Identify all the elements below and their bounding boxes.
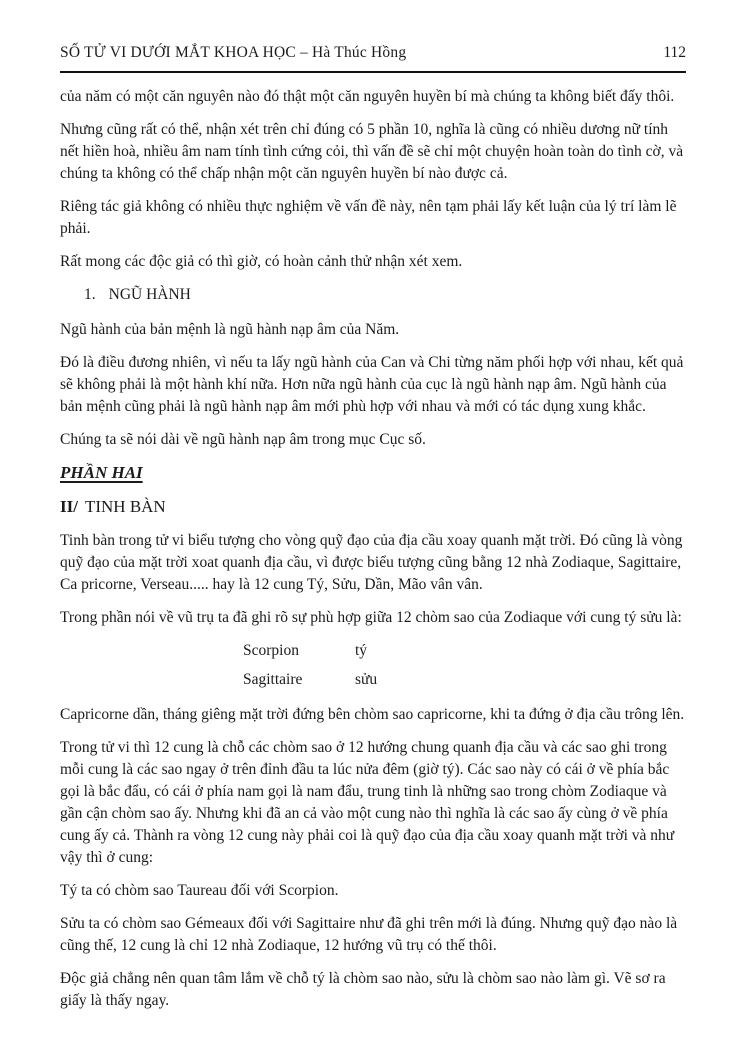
heading-phan-hai-text: PHẦN HAI [60, 463, 143, 482]
zodiac-row-scorpion [243, 640, 686, 662]
paragraph-cuc-so: Chúng ta sẽ nói dài về ngũ hành nạp âm trong mục Cục số. [60, 431, 426, 448]
paragraph-12-cung: Trong tử vi thì 12 cung là chỗ các chòm sao ở 12 hướng chung quanh địa cầu và các sao ghi trong mỗi cung là các sao ngay ở trên đỉnh đầu ta lúc nửa đêm (giờ tý). Các sao này có cái ở về phía bắc gọi là bắc đẩu, có cái ở phía nam gọi là nam đẩu, trung tinh là những sao trong chòm Zodiaque và gần cận chòm sao ấy. Nhưng khi đã an cả vào một cung nào thì nghĩa là các sao ấy cùng ở về phía cung ấy cả. Thành ra vòng 12 cung này phải coi là quỹ đạo của địa cầu xoay quanh mặt trời và như vậy thì ở cung: [60, 739, 675, 866]
heading-section-label: TINH BÀN [84, 497, 166, 516]
paragraph-vu-tru: Trong phần nói về vũ trụ ta đã ghi rõ sự phù hợp giữa 12 chòm sao của Zodiaque với cung tý sửu là: [60, 609, 682, 626]
paragraph-tinh-ban-intro: Tinh bàn trong tử vi biểu tượng cho vòng quỹ đạo của địa cầu xoay quanh mặt trời. Đó cũng là vòng quỹ đạo của mặt trời xoat quanh địa cầu, vì được biểu tượng cũng bằng 12 nhà Zodiaque, Sagittaire, Ca pricorne, Verseau..... hay là 12 cung Tý, Sửu, Dần, Mão vân vân. [60, 532, 683, 593]
paragraph-can-chi: Đó là điều đương nhiên, vì nếu ta lấy ngũ hành của Can và Chi từng năm phối hợp với nhau, kết quả sẽ không phải là một hành khí nữa. Hơn nữa ngũ hành của cục là ngũ hành nạp âm. Ngũ hành của bản mệnh cũng phải là ngũ hành nạp âm mới phù hợp với nhau và mới có tác dụng xung khắc. [60, 354, 684, 415]
page-number: 112 [663, 44, 686, 61]
paragraph-can-nguyen: của năm có một căn nguyên nào đó thật một căn nguyên huyền bí mà chúng ta không biết đấy thôi. [60, 88, 675, 105]
paragraph-ty-taureau: Tý ta có chòm sao Taureau đối với Scorpion. [60, 882, 339, 899]
book-title: SỐ TỬ VI DƯỚI MẮT KHOA HỌC – Hà Thúc Hồng [60, 44, 407, 61]
list-label: NGŨ HÀNH [108, 286, 191, 303]
zodiac-row-sagittaire [243, 669, 686, 691]
zodiac-pair-table [243, 640, 686, 691]
paragraph-doc-gia: Độc giả chẳng nên quan tâm lắm về chỗ tý là chòm sao nào, sửu là chòm sao nào làm gì. Vẽ sơ ra giấy là thấy ngay. [60, 970, 666, 1009]
page-header [60, 44, 686, 73]
paragraph-rat-mong: Rất mong các độc giả có thì giờ, có hoàn cảnh thử nhận xét xem. [60, 253, 463, 270]
cung-name: sửu [355, 671, 378, 688]
cung-name: tý [355, 642, 368, 659]
paragraph-tac-gia: Riêng tác giả không có nhiều thực nghiệm về vấn đề này, nên tạm phải lấy kết luận của lý trí làm lẽ phải. [60, 198, 677, 237]
heading-section-number: II/ [60, 497, 78, 516]
paragraph-capricorne: Capricorne dần, tháng giêng mặt trời đứng bên chòm sao capricorne, khi ta đứng ở địa cầu trông lên. [60, 706, 685, 723]
constellation-name: Sagittaire [243, 671, 303, 688]
heading-tinh-ban [60, 496, 686, 518]
heading-phan-hai [60, 462, 686, 484]
paragraph-suu-gemeaux: Sửu ta có chòm sao Gémeaux đối với Sagittaire như đã ghi trên mới là đúng. Nhưng quỹ đạo nào là cũng thế, 12 cung là chỉ 12 nhà Zodiaque, 12 hướng vũ trụ có thế thôi. [60, 915, 678, 954]
list-item-ngu-hanh [84, 284, 686, 306]
list-number: 1. [84, 286, 96, 303]
paragraph-ngu-hanh-ban-menh: Ngũ hành của bản mệnh là ngũ hành nạp âm của Năm. [60, 321, 400, 338]
constellation-name: Scorpion [243, 642, 299, 659]
paragraph-nhan-xet: Nhưng cũng rất có thể, nhận xét trên chỉ đúng có 5 phần 10, nghĩa là cũng có nhiều dương nữ tính nết hiền hoà, nhiều âm nam tính tình cứng cỏi, thì vấn đề sẽ chỉ một chuyện hoàn toàn do tình cờ, và chúng ta không có thể chấp nhận một căn nguyên huyền bí nào được cả. [60, 121, 684, 182]
